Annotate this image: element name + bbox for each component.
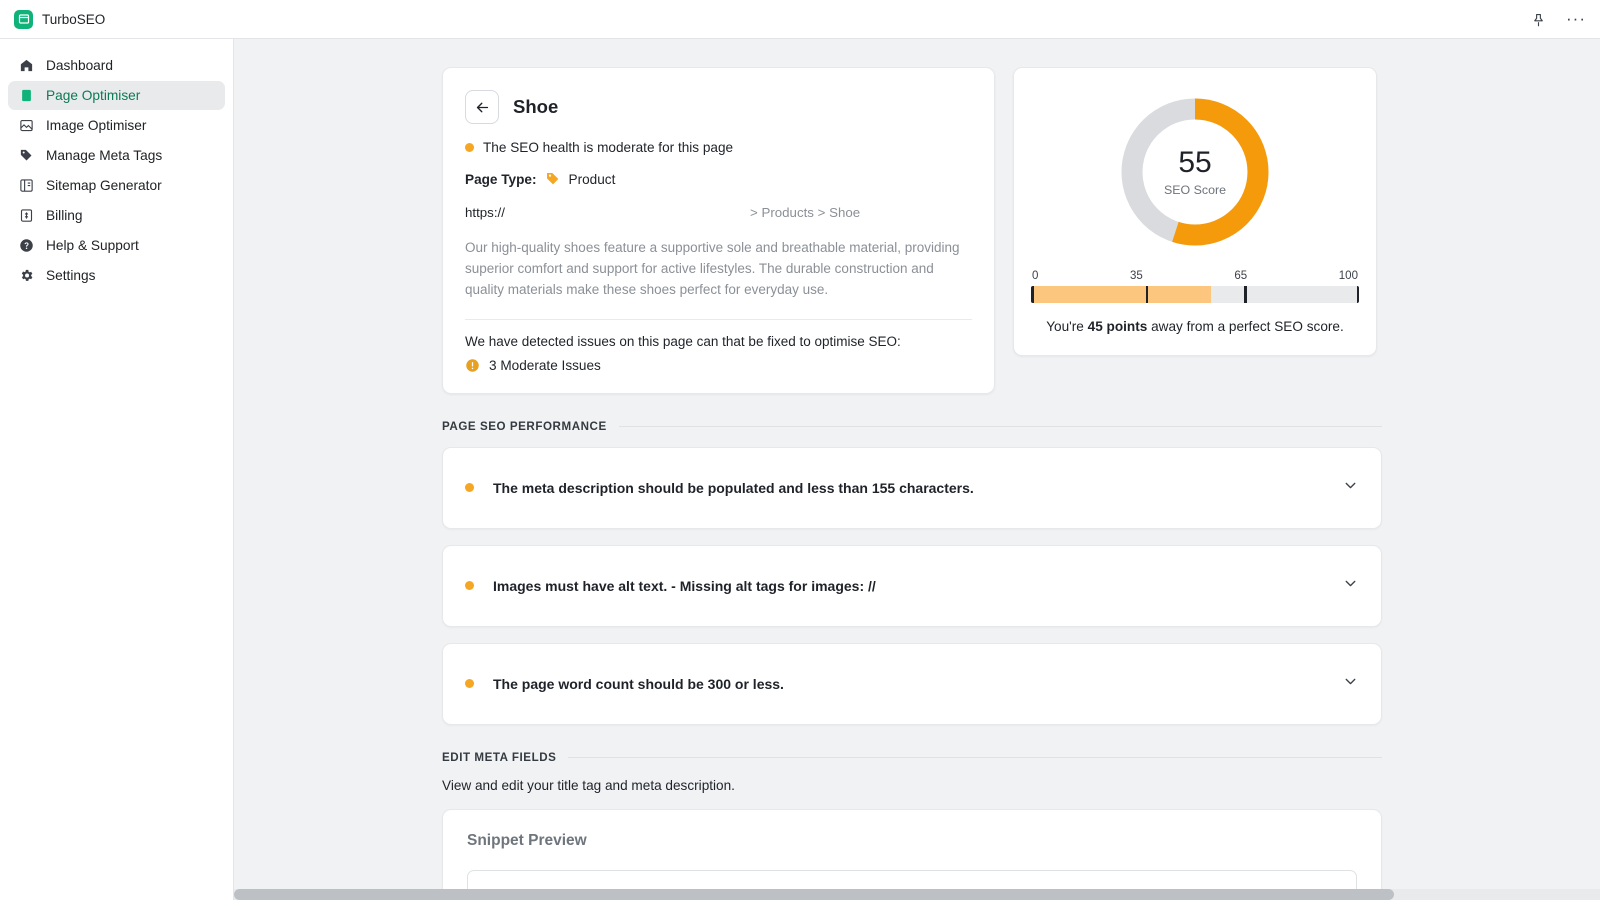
sidebar-item-settings[interactable] [8, 261, 225, 290]
page-overview-card [442, 67, 995, 394]
divider [619, 426, 1382, 427]
issue-row[interactable] [442, 643, 1382, 725]
tag-icon [545, 171, 561, 187]
severity-dot-icon [465, 679, 474, 688]
issue-text: Images must have alt text. - Missing alt tags for images: // [493, 577, 876, 594]
sidebar-item-help-support[interactable] [8, 231, 225, 260]
sidebar-item-label: Page Optimiser [46, 88, 141, 103]
tag-icon [18, 147, 35, 164]
sidebar-item-label: Manage Meta Tags [46, 148, 163, 163]
scale-tick: 0 [1032, 270, 1039, 282]
scale-tick-labels [1031, 270, 1359, 282]
severity-dot-icon [465, 483, 474, 492]
seo-score-donut [1117, 94, 1273, 250]
page-type-row [465, 171, 972, 187]
pin-icon[interactable] [1528, 9, 1548, 29]
seo-health-text: The SEO health is moderate for this page [483, 140, 734, 155]
score-message-prefix: You're [1046, 319, 1088, 334]
snippet-preview-card [442, 809, 1382, 900]
page-type-value: Product [568, 171, 616, 187]
issue-text: The meta description should be populated and less than 155 characters. [493, 479, 974, 496]
issues-summary-text: 3 Moderate Issues [489, 357, 601, 373]
issues-lead-text: We have detected issues on this page can that be fixed to optimise SEO: [465, 333, 901, 349]
scale-fill [1031, 286, 1211, 303]
divider [568, 757, 1382, 758]
section-header-meta-fields [442, 751, 1382, 764]
home-icon [18, 57, 35, 74]
section-title: PAGE SEO PERFORMANCE [442, 419, 607, 433]
page-title: Shoe [513, 96, 559, 117]
page-icon [18, 87, 35, 104]
help-icon [18, 237, 35, 254]
chevron-down-icon[interactable] [1342, 673, 1359, 695]
sidebar-item-manage-meta-tags[interactable] [8, 141, 225, 170]
sidebar-item-label: Sitemap Generator [46, 178, 162, 193]
score-message [1045, 317, 1345, 337]
scale-tick-line [1031, 286, 1034, 303]
score-message-points: 45 points [1087, 319, 1148, 334]
sidebar-item-label: Settings [46, 268, 96, 283]
issue-row[interactable] [442, 447, 1382, 529]
snippet-preview-title: Snippet Preview [467, 831, 587, 849]
seo-score-card [1013, 67, 1377, 356]
top-bar-actions [1528, 9, 1586, 29]
score-message-suffix: away from a perfect SEO score. [1147, 319, 1344, 334]
warning-icon [465, 358, 480, 373]
sidebar-item-label: Billing [46, 208, 83, 223]
sidebar-item-page-optimiser[interactable] [8, 81, 225, 110]
scale-tick-line [1146, 286, 1149, 303]
divider [465, 319, 972, 320]
scale-tick-line [1244, 286, 1247, 303]
horizontal-scrollbar[interactable] [234, 889, 1600, 900]
seo-score-scale [1031, 270, 1359, 303]
scale-tick: 35 [1130, 270, 1143, 282]
billing-icon [18, 207, 35, 224]
chevron-down-icon[interactable] [1342, 477, 1359, 499]
main-content [234, 39, 1600, 900]
scrollbar-thumb[interactable] [234, 889, 1394, 900]
sidebar-item-label: Dashboard [46, 58, 113, 73]
section-title: EDIT META FIELDS [442, 750, 557, 764]
seo-score-value: 55 [1178, 145, 1212, 179]
more-options-icon[interactable]: ··· [1566, 9, 1586, 28]
url-protocol: https:// [465, 205, 505, 220]
breadcrumb: > Products > Shoe [750, 205, 861, 220]
section-header-performance [442, 420, 1382, 433]
seo-health-status [465, 140, 972, 155]
issue-row[interactable] [442, 545, 1382, 627]
meta-fields-note: View and edit your title tag and meta description. [442, 777, 735, 793]
sidebar-item-label: Image Optimiser [46, 118, 147, 133]
sidebar [0, 39, 234, 900]
sitemap-icon [18, 177, 35, 194]
seo-score-value-wrap [1117, 94, 1273, 250]
sidebar-item-label: Help & Support [46, 238, 139, 253]
issues-summary-row [465, 358, 972, 373]
app-name: TurboSEO [42, 11, 106, 27]
gear-icon [18, 267, 35, 284]
scale-tick: 100 [1338, 270, 1358, 282]
scale-bar [1031, 286, 1359, 303]
top-bar [0, 0, 1600, 39]
sidebar-item-dashboard[interactable] [8, 51, 225, 80]
scale-tick-line [1357, 286, 1360, 303]
seo-score-caption: SEO Score [1164, 182, 1226, 197]
app-logo-icon [14, 10, 33, 29]
sidebar-item-image-optimiser[interactable] [8, 111, 225, 140]
app-brand [14, 10, 105, 29]
chevron-down-icon[interactable] [1342, 575, 1359, 597]
sidebar-item-sitemap-generator[interactable] [8, 171, 225, 200]
page-url-row [465, 205, 972, 220]
page-description: Our high-quality shoes feature a supportive sole and breathable material, providing superior comfort and support for active lifestyles. The durable construction and quality materials make these shoes perfect for everyday use. [465, 240, 960, 297]
severity-dot-icon [465, 581, 474, 590]
page-type-label: Page Type: [465, 171, 537, 187]
scale-tick: 65 [1234, 270, 1248, 282]
status-dot-icon [465, 143, 474, 152]
issue-text: The page word count should be 300 or less. [493, 675, 784, 692]
overview-header [465, 90, 972, 124]
image-icon [18, 117, 35, 134]
back-arrow-icon[interactable] [465, 90, 499, 124]
sidebar-item-billing[interactable] [8, 201, 225, 230]
